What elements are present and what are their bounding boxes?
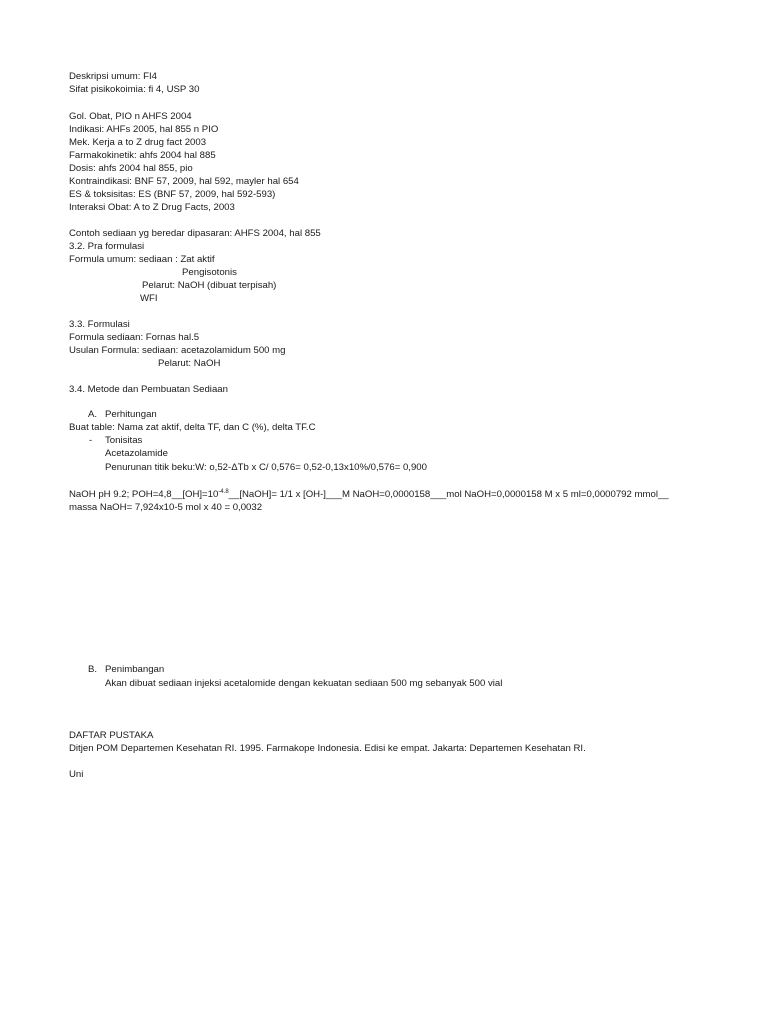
pengisotonis-line: Pengisotonis [182,267,237,278]
pelarut-naoh-line: Pelarut: NaOH [158,358,221,369]
pra-formulasi-heading: 3.2. Pra formulasi [69,241,145,252]
massa-naoh-line: massa NaOH= 7,924x10-5 mol x 40 = 0,0032 [69,502,263,513]
naoh-exponent: -4.8 [218,488,229,495]
usulan-formula-line: Usulan Formula: sediaan: acetazolamidum 500 mg [69,345,286,356]
info-line: Mek. Kerja a to Z drug fact 2003 [69,137,207,148]
info-line: Gol. Obat, PIO n AHFS 2004 [69,111,192,122]
list-marker-dash: - [89,435,93,446]
info-line: ES & toksisitas: ES (BNF 57, 2009, hal 592-593) [69,189,276,200]
penurunan-titik-beku-line: Penurunan titik beku:W: o,52-ΔTb x C/ 0,576= 0,52-0,13x10%/0,576= 0,900 [105,462,427,473]
tonisitas-label: Tonisitas [105,435,143,446]
info-line: Interaksi Obat: A to Z Drug Facts, 2003 [69,202,235,213]
list-marker-b: B. [88,664,98,675]
buat-table-line: Buat table: Nama zat aktif, delta TF, dan C (%), delta TF.C [69,422,316,433]
acetazolamide-label: Acetazolamide [105,448,168,459]
reference-line: Uni [69,769,84,780]
naoh-calc-part2: __[NaOH]= 1/1 x [OH-]___M NaOH=0,0000158___mol NaOH=0,0000158 M x 5 ml=0,0000792 mmol__ [228,489,669,500]
reference-line: Ditjen POM Departemen Kesehatan RI. 1995. Farmakope Indonesia. Edisi ke empat. Jakarta: Departemen Kesehatan RI. [69,743,586,754]
list-marker-a: A. [88,409,98,420]
info-line: Kontraindikasi: BNF 57, 2009, hal 592, mayler hal 654 [69,176,299,187]
daftar-pustaka-heading: DAFTAR PUSTAKA [69,730,154,741]
info-line: Farmakokinetik: ahfs 2004 hal 885 [69,150,216,161]
info-line: Indikasi: AHFs 2005, hal 855 n PIO [69,124,219,135]
info-line: Dosis: ahfs 2004 hal 855, pio [69,163,193,174]
formula-sediaan-line: Formula sediaan: Fornas hal.5 [69,332,200,343]
metode-heading: 3.4. Metode dan Pembuatan Sediaan [69,384,228,395]
penimbangan-label: Penimbangan [105,664,165,675]
pelarut-line: Pelarut: NaOH (dibuat terpisah) [142,280,277,291]
perhitungan-label: Perhitungan [105,409,157,420]
sifat-line: Sifat pisikokoimia: fi 4, USP 30 [69,84,200,95]
naoh-calc-part1: NaOH pH 9.2; POH=4,8__[OH]=10 [69,489,219,500]
contoh-line: Contoh sediaan yg beredar dipasaran: AHFS 2004, hal 855 [69,228,321,239]
formulasi-heading: 3.3. Formulasi [69,319,130,330]
penimbangan-text: Akan dibuat sediaan injeksi acetalomide dengan kekuatan sediaan 500 mg sebanyak 500 vial [105,678,503,689]
naoh-calculation-line [69,488,669,501]
deskripsi-line: Deskripsi umum: FI4 [69,71,157,82]
formula-umum-line: Formula umum: sediaan : Zat aktif [69,254,215,265]
wfi-line: WFI [140,293,158,304]
